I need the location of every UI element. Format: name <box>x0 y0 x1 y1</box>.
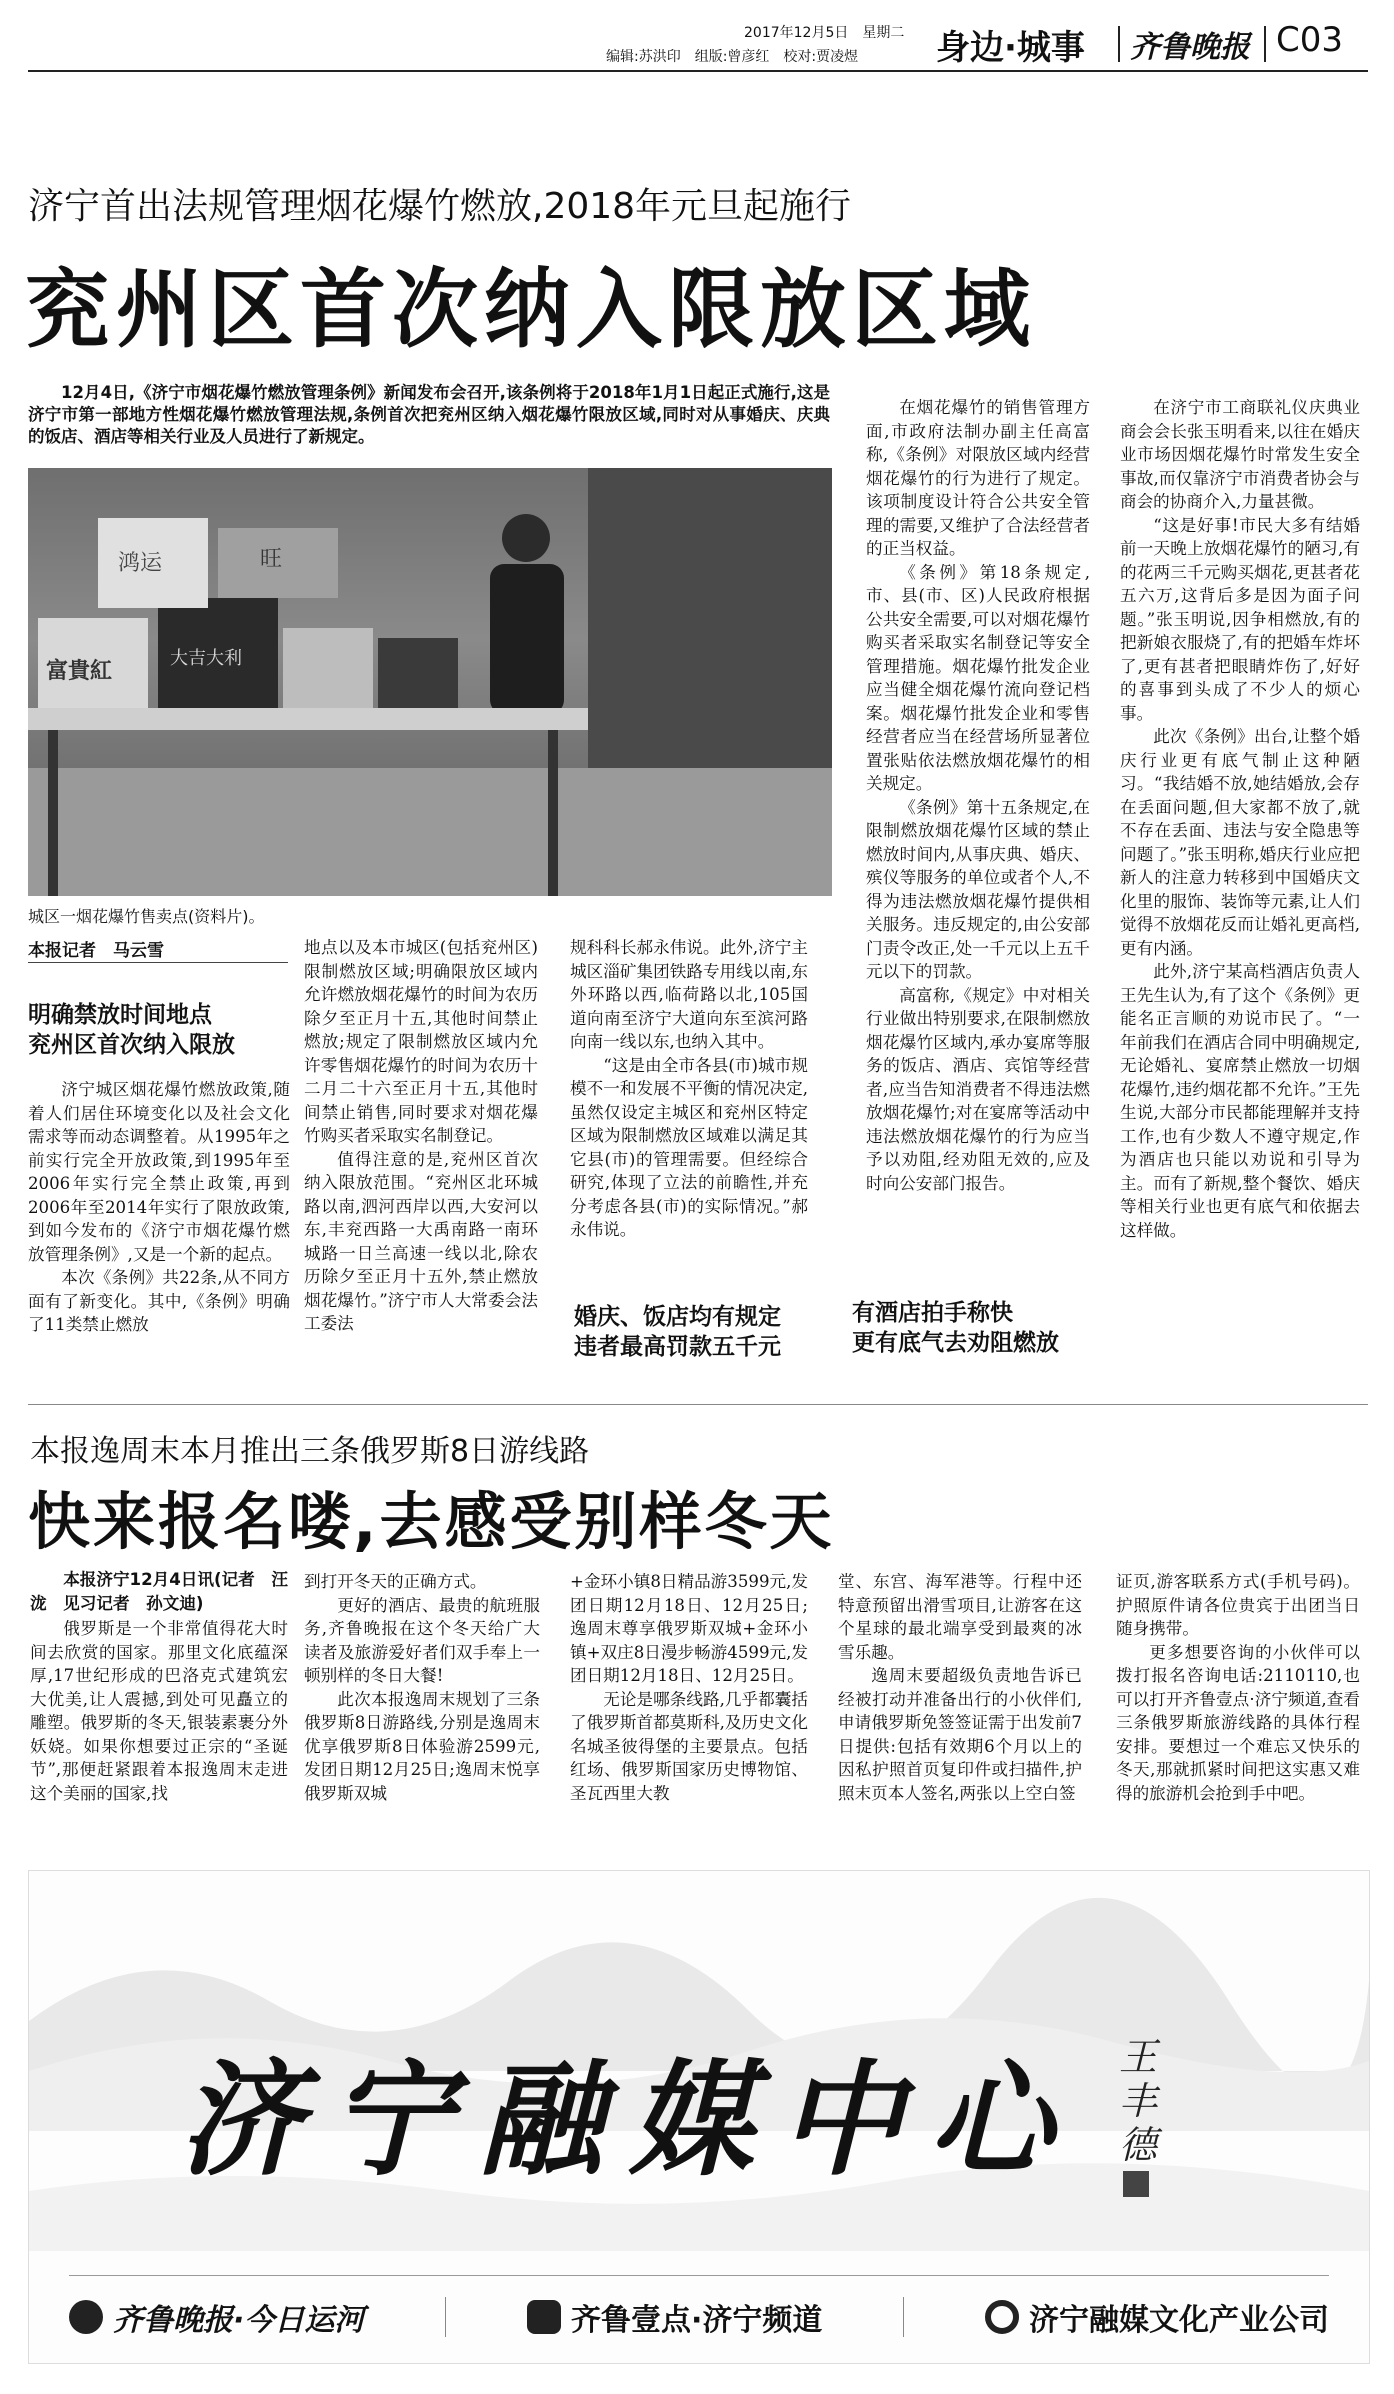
story1-subhead-1 <box>28 1000 298 1060</box>
paragraph: 规科科长郝永伟说。此外,济宁主城区淄矿集团铁路专用线以南,东外环路以西,临荷路以北,105国道向南至济宁大道向东至滨河路向南一线以东,也纳入其中。 <box>570 938 808 1051</box>
ad-seal <box>1123 2171 1149 2197</box>
firework-box <box>378 638 458 708</box>
paragraph: 俄罗斯是一个非常值得花大时间去欣赏的国家。那里文化底蕴深厚,17世纪形成的巴洛克式建筑宏大优美,让人震撼,到处可见矗立的雕塑。俄罗斯的冬天,银装素裹分外妖娆。如果你想要过正宗的“圣诞节”,那便赶紧跟着本报逸周末走进这个美丽的国家,找 <box>30 1619 288 1803</box>
photo-illustration <box>28 468 832 896</box>
fireworks-photo <box>28 468 832 896</box>
photo-sign-2: 大吉大利 <box>170 648 242 669</box>
header-editors: 编辑:苏洪印 组版:曾彦红 校对:贾凌煜 <box>606 49 859 65</box>
story1-column-1 <box>28 1078 290 1390</box>
byline-rule <box>28 962 288 963</box>
ad-signature: 王丰德 <box>1119 2035 1158 2167</box>
separator <box>445 2297 446 2337</box>
story1-headline: 兖州区首次纳入限放区域 <box>24 260 1036 360</box>
photo-sign-3: 鸿运 <box>118 551 163 576</box>
story1-lead: 12月4日,《济宁市烟花爆竹燃放管理条例》新闻发布会召开,该条例将于2018年1月1日起正式施行,这是济宁市第一部地方性烟花爆竹燃放管理法规,条例首次把兖州区纳入烟花爆竹限放区域,同时对从事婚庆、庆典的饭店、酒店等相关行业及人员进行了新规定。 <box>28 383 830 446</box>
paragraph: 地点以及本市城区(包括兖州区)限制燃放区域;明确限放区域内允许燃放烟花爆竹的时间为农历除夕至正月十五,其他时间禁止燃放;规定了限制燃放区域内允许零售烟花爆竹的时间为农历十二月二十六至正月十五,其他时间禁止销售,同时要求对烟花爆竹购买者采取实名制登记。 <box>304 938 538 1145</box>
ad-logo-rule <box>69 2275 1329 2276</box>
header-divider <box>1118 26 1120 62</box>
qilu-yidian-logo <box>527 2295 822 2339</box>
brand-logo: 齐鲁晚报 <box>1130 30 1250 65</box>
qilu-evening-icon <box>69 2300 103 2334</box>
story1-subhead-3 <box>852 1298 1112 1358</box>
vendor-table <box>28 708 588 730</box>
section-title: 身边·城事 <box>936 28 1085 68</box>
photo-sign-4: 旺 <box>260 547 283 572</box>
story2-column-4 <box>838 1570 1082 1856</box>
paragraph: 值得注意的是,兖州区首次纳入限放范围。“兖州区北环城路以南,泗河西岸以西,大安河以东,丰兖西路一大禹南路一南环城路一日兰高速一线以北,除农历除夕至正月十五外,禁止燃放烟花爆竹。”济宁市人大常委会法工委法 <box>304 1149 538 1333</box>
paragraph: 堂、东宫、海军港等。行程中还特意预留出滑雪项目,让游客在这个星球的最北端享受到最爽的冰雪乐趣。 <box>838 1572 1082 1662</box>
story1-column-5 <box>1120 396 1360 1390</box>
paragraph: 《条例》第18条规定,市、县(市、区)人民政府根据公共安全需要,可以对烟花爆竹购买者采取实名制登记等安全管理措施。烟花爆竹批发企业应当健全烟花爆竹流向登记档案。烟花爆竹批发企业和零售经营者应当在经营场所显著位置张贴依法燃放烟花爆竹的相关规定。 <box>866 562 1090 793</box>
paragraph: 无论是哪条线路,几乎都囊括了俄罗斯首都莫斯科,及历史文化名城圣彼得堡的主要景点。包括红场、俄罗斯国家历史博物馆、圣瓦西里大教 <box>570 1689 808 1803</box>
vendor-head <box>502 514 550 562</box>
yidian-icon <box>527 2300 561 2334</box>
story1-column-4 <box>866 396 1090 1272</box>
story1-subhead-2 <box>574 1302 834 1362</box>
paragraph: 在济宁市工商联礼仪庆典业商会会长张玉明看来,以往在婚庆业市场因烟花爆竹时常发生安全事故,而仅靠济宁市消费者协会与商会的协商介入,力量甚微。 <box>1120 398 1360 511</box>
paragraph: 高富称,《规定》中对相关行业做出特别要求,在限制燃放烟花爆竹区域内,承办宴席等服务的饭店、酒店、宾馆等经营者,应当告知消费者不得违法燃放烟花爆竹;对在宴席等活动中违法燃放烟花爆竹的行为应当予以劝阻,经劝阻无效的,应及时向公安部门报告。 <box>866 985 1090 1193</box>
paragraph: 在烟花爆竹的销售管理方面,市政府法制办副主任高富称,《条例》对限放区域内经营烟花爆竹的行为进行了规定。该项制度设计符合公共安全管理的需要,又维护了合法经营者的正当权益。 <box>866 398 1090 558</box>
jining-media-logo <box>985 2295 1329 2339</box>
subhead-line: 明确禁放时间地点 <box>28 1002 212 1028</box>
logo-text: 齐鲁晚报·今日运河 <box>113 2303 365 2338</box>
photo-caption: 城区一烟花爆竹售卖点(资料片)。 <box>28 907 265 926</box>
qilu-evening-logo <box>69 2295 364 2339</box>
story1-kicker: 济宁首出法规管理烟花爆竹燃放,2018年元旦起施行 <box>28 186 852 227</box>
story1-column-2 <box>304 936 538 1392</box>
subhead-line: 婚庆、饭店均有规定 <box>574 1304 781 1330</box>
story2-column-5 <box>1116 1570 1360 1856</box>
subhead-line: 更有底气去劝阻燃放 <box>852 1330 1059 1356</box>
logo-text: 齐鲁壹点·济宁频道 <box>571 2303 823 2338</box>
ad-banner <box>28 1870 1370 2364</box>
paragraph: 此外,济宁某高档酒店负责人王先生认为,有了这个《条例》更能名正言顺的劝说市民了。“一年前我们在酒店合同中明确规定,无论婚礼、宴席禁止燃放一切烟花爆竹,违约烟花都不允许。”王先生说,大部分市民都能理解并支持工作,也有少数人不遵守规定,作为酒店也只能以劝说和引导为主。而有了新规,整个餐饮、婚庆等相关行业也更有底气和依据去这样做。 <box>1120 962 1360 1240</box>
swirl-icon <box>985 2300 1019 2334</box>
header-rule <box>28 70 1368 72</box>
firework-box <box>283 628 373 708</box>
logo-text: 济宁融媒文化产业公司 <box>1029 2303 1329 2338</box>
paragraph: 到打开冬天的正确方式。 <box>304 1572 487 1591</box>
paragraph: 《条例》第十五条规定,在限制燃放烟花爆竹区域的禁止燃放时间内,从事庆典、婚庆、殡仪等服务的单位或者个人,不得为违法燃放烟花爆竹提供相关服务。违反规定的,由公安部门责令改正,处一千元以上五千元以下的罚款。 <box>866 797 1090 981</box>
story-separator <box>28 1404 1368 1405</box>
subhead-line: 违者最高罚款五千元 <box>574 1334 781 1360</box>
header-date: 2017年12月5日 星期二 <box>744 25 905 41</box>
header-divider-2 <box>1264 26 1266 62</box>
ad-logo-bar <box>69 2289 1329 2345</box>
paragraph: 更好的酒店、最贵的航班服务,齐鲁晚报在这个冬天给广大读者及旅游爱好者们双手奉上一顿别样的冬日大餐! <box>304 1595 540 1685</box>
paragraph: 证页,游客联系方式(手机号码)。护照原件请各位贵宾于出团当日随身携带。 <box>1116 1572 1360 1638</box>
paragraph: 逸周末要超级负责地告诉已经被打动并准备出行的小伙伴们,申请俄罗斯免签签证需于出发前7日提供:包括有效期6个月以上的因私护照首页复印件或扫描件,护照末页本人签名,两张以上空白签 <box>838 1666 1082 1803</box>
paragraph: 更多想要咨询的小伙伴可以拨打报名咨询电话:2110110,也可以打开齐鲁壹点·济宁频道,查看三条俄罗斯旅游线路的具体行程安排。要想过一个难忘又快乐的冬天,那就抓紧时间把这实惠又难得的旅游机会抢到手中吧。 <box>1116 1642 1360 1803</box>
story1-column-3 <box>570 936 808 1282</box>
paragraph: 济宁城区烟花爆竹燃放政策,随着人们居住环境变化以及社会文化需求等而动态调整着。从1995年之前实行完全开放政策,到1995年至2006年实行完全禁止政策,再到2006年至2014年实行了限放政策,到如今发布的《济宁市烟花爆竹燃放管理条例》,又是一个新的起点。 <box>28 1080 290 1264</box>
story2-column-2 <box>304 1570 540 1856</box>
story1-byline: 本报记者 马云雪 <box>28 941 164 961</box>
paragraph: 此次《条例》出台,让整个婚庆行业更有底气制止这种陋习。“我结婚不放,她结婚放,会存在丢面问题,但大家都不放了,就不存在丢面、违法与安全隐患等问题了。”张玉明称,婚庆行业应把新人的注意力转移到中国婚庆文化里的服饰、装饰等元素,让人们觉得不放烟花反而让婚礼更高档,更有内涵。 <box>1120 727 1360 958</box>
paragraph: 本次《条例》共22条,从不同方面有了新变化。其中,《条例》明确了11类禁止燃放 <box>28 1268 290 1334</box>
paragraph: 此次本报逸周末规划了三条俄罗斯8日游路线,分别是逸周末优享俄罗斯8日体验游2599元,发团日期12月25日;逸周末悦享俄罗斯双城 <box>304 1689 540 1803</box>
paragraph: +金环小镇8日精品游3599元,发团日期12月18日、12月25日;逸周末尊享俄罗斯双城+金环小镇+双庄8日漫步畅游4599元,发团日期12月18日、12月25日。 <box>570 1572 808 1685</box>
paragraph: “这是好事!市民大多有结婚前一天晚上放烟花爆竹的陋习,有的花两三千元购买烟花,更甚者花五六万,这背后多是因为面子问题。”张玉明说,因争相燃放,有的把新娘衣服烧了,有的把婚车炸坏了,更有甚者把眼睛炸伤了,好好的喜事到头成了不少人的烦心事。 <box>1120 515 1360 723</box>
vendor-body <box>490 564 564 714</box>
story2-byline: 本报济宁12月4日讯(记者 汪泷 见习记者 孙文迪) <box>30 1570 288 1613</box>
story2-headline: 快来报名喽,去感受别样冬天 <box>28 1485 835 1558</box>
story2-kicker: 本报逸周末本月推出三条俄罗斯8日游线路 <box>30 1434 590 1469</box>
story2-column-3 <box>570 1570 808 1856</box>
story2-column-1 <box>30 1617 288 1855</box>
paragraph: “这是由全市各县(市)城市规模不一和发展不平衡的情况决定,虽然仅设定主城区和兖州区特定区域为限制燃放区域难以满足其它县(市)的管理需要。但经综合研究,体现了立法的前瞻性,并充分考虑各县(市)的实际情况。”郝永伟说。 <box>570 1055 808 1239</box>
photo-sign-1: 富貴紅 <box>46 658 113 684</box>
ad-calligraphy: 济宁融媒中心 <box>179 2048 1080 2193</box>
subhead-line: 兖州区首次纳入限放 <box>28 1032 235 1058</box>
subhead-line: 有酒店拍手称快 <box>852 1300 1013 1326</box>
separator <box>903 2297 904 2337</box>
page-number: C03 <box>1276 20 1344 60</box>
